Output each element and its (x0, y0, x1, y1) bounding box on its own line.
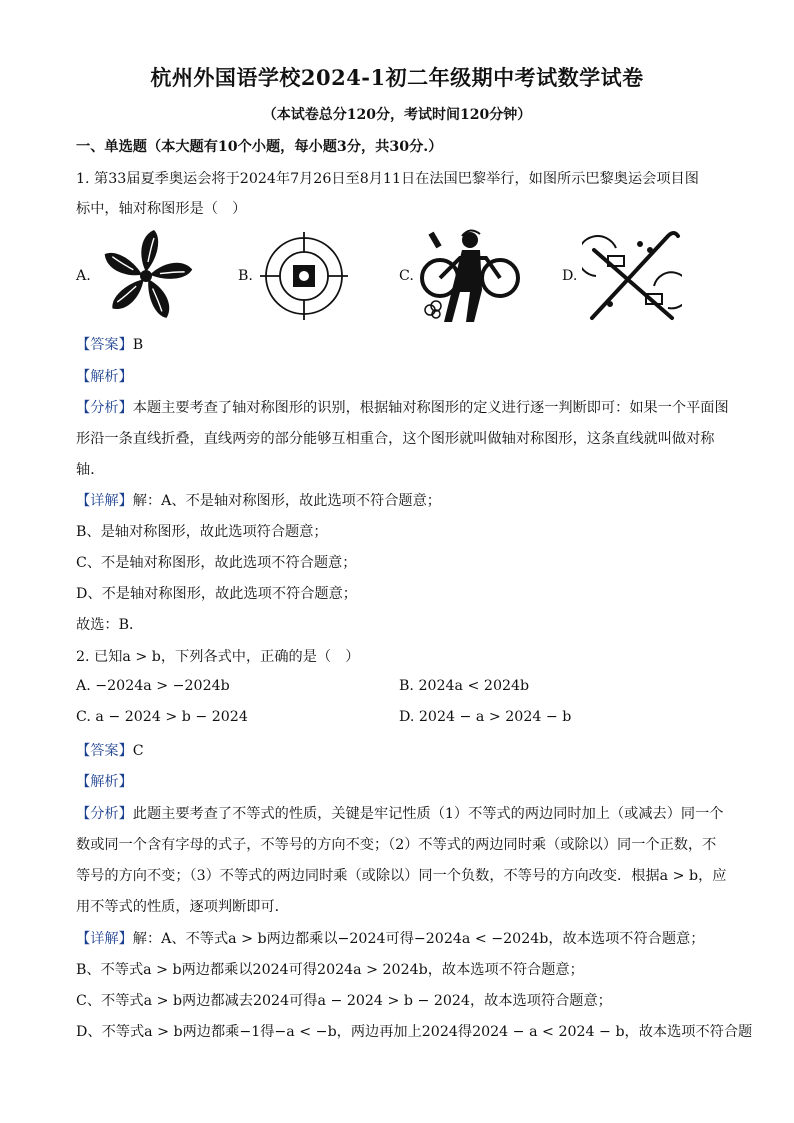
q1-fenxi-line3: 轴． (76, 462, 105, 478)
fenxi-tag: 【分析】 (76, 806, 133, 822)
fenxi-text: 本题主要考查了轴对称图形的识别，根据轴对称图形的定义进行逐一判断即可：如果一个平面图 (132, 400, 729, 416)
q2-detail-line3: C、不等式a > b两边都减去2024可得a − 2024 > b − 2024，故本选项符合题意； (76, 993, 612, 1009)
q2-fenxi-line4: 用不等式的性质，逐项判断即可． (76, 899, 289, 915)
cyclist-figure (416, 226, 524, 326)
q1-analysis-tag: 【解析】 (76, 369, 133, 385)
q2-option-c: C. a − 2024 > b − 2024 (76, 709, 248, 725)
answer-value: C (132, 743, 144, 759)
q2-option-d: D. 2024 − a > 2024 − b (399, 709, 572, 725)
q2-answer (76, 740, 144, 760)
detail-tag: 【详解】 (76, 493, 133, 509)
detail-text: 解：A、不等式a > b两边都乘以−2024可得−2024a < −2024b，故本选项不符合题意； (132, 931, 705, 947)
answer-value: B (132, 337, 144, 353)
target-figure (258, 230, 350, 322)
q2-option-a: A. −2024a > −2024b (76, 678, 230, 694)
q2-detail-line2: B、不等式a > b两边都乘以2024可得2024a > 2024b，故本选项不符合题意； (76, 962, 584, 978)
q2-detail-line1 (76, 928, 704, 948)
q1-fenxi-line1 (76, 397, 729, 417)
section-heading: 一、单选题（本大题有10个小题，每小题3分，共30分.） (76, 139, 443, 155)
page-subtitle: （本试卷总分120分，考试时间120分钟） (262, 107, 532, 123)
q2-fenxi-line3: 等号的方向不变；（3）不等式的两边同时乘（或除以）同一个负数，不等号的方向改变．根据a > b，应 (76, 868, 727, 884)
page-title: 杭州外国语学校2024-1初二年级期中考试数学试卷 (150, 65, 644, 90)
fenxi-text: 此题主要考查了不等式的性质，关键是牢记性质（1）不等式的两边同时加上（或减去）同一个 (132, 806, 724, 822)
q1-detail-line3: C、不是轴对称图形，故此选项不符合题意； (76, 555, 357, 571)
pinwheel-figure (96, 226, 196, 326)
q2-fenxi-line1 (76, 803, 723, 823)
option-c-label: C. (399, 268, 414, 284)
q1-fenxi-line2: 形沿一条直线折叠，直线两旁的部分能够互相重合，这个图形就叫做轴对称图形，这条直线就叫做对称 (76, 431, 715, 447)
fenxi-tag: 【分析】 (76, 400, 133, 416)
option-d-label: D. (562, 268, 578, 284)
q1-stem-line1: 1. 第33届夏季奥运会将于2024年7月26日至8月11日在法国巴黎举行，如图所示巴黎奥运会项目图 (76, 171, 699, 187)
detail-text: 解：A、不是轴对称图形，故此选项不符合题意； (132, 493, 441, 509)
option-a-label: A. (76, 268, 91, 284)
option-b-label: B. (238, 268, 253, 284)
q1-choose: 故选：B． (76, 617, 144, 633)
q1-detail-line2: B、是轴对称图形，故此选项符合题意； (76, 524, 328, 540)
q2-analysis-tag: 【解析】 (76, 774, 133, 790)
answer-tag: 【答案】 (76, 743, 133, 759)
q2-fenxi-line2: 数或同一个含有字母的式子，不等号的方向不变；（2）不等式的两边同时乘（或除以）同一个正数，不 (76, 837, 717, 853)
q1-stem-line2: 标中，轴对称图形是（ ） (76, 201, 247, 217)
q2-detail-line4: D、不等式a > b两边都乘−1得−a < −b，两边再加上2024得2024 − a < 2024 − b，故本选项不符合题 (76, 1024, 753, 1040)
q1-figures (76, 226, 716, 326)
q1-answer (76, 334, 143, 354)
q2-stem: 2. 已知a > b，下列各式中，正确的是（ ） (76, 649, 360, 665)
hockey-figure (582, 226, 682, 326)
q1-detail-line4: D、不是轴对称图形，故此选项不符合题意； (76, 586, 357, 602)
q1-detail-line1 (76, 490, 441, 510)
q2-option-b: B. 2024a < 2024b (399, 678, 530, 694)
answer-tag: 【答案】 (76, 337, 133, 353)
detail-tag: 【详解】 (76, 931, 133, 947)
